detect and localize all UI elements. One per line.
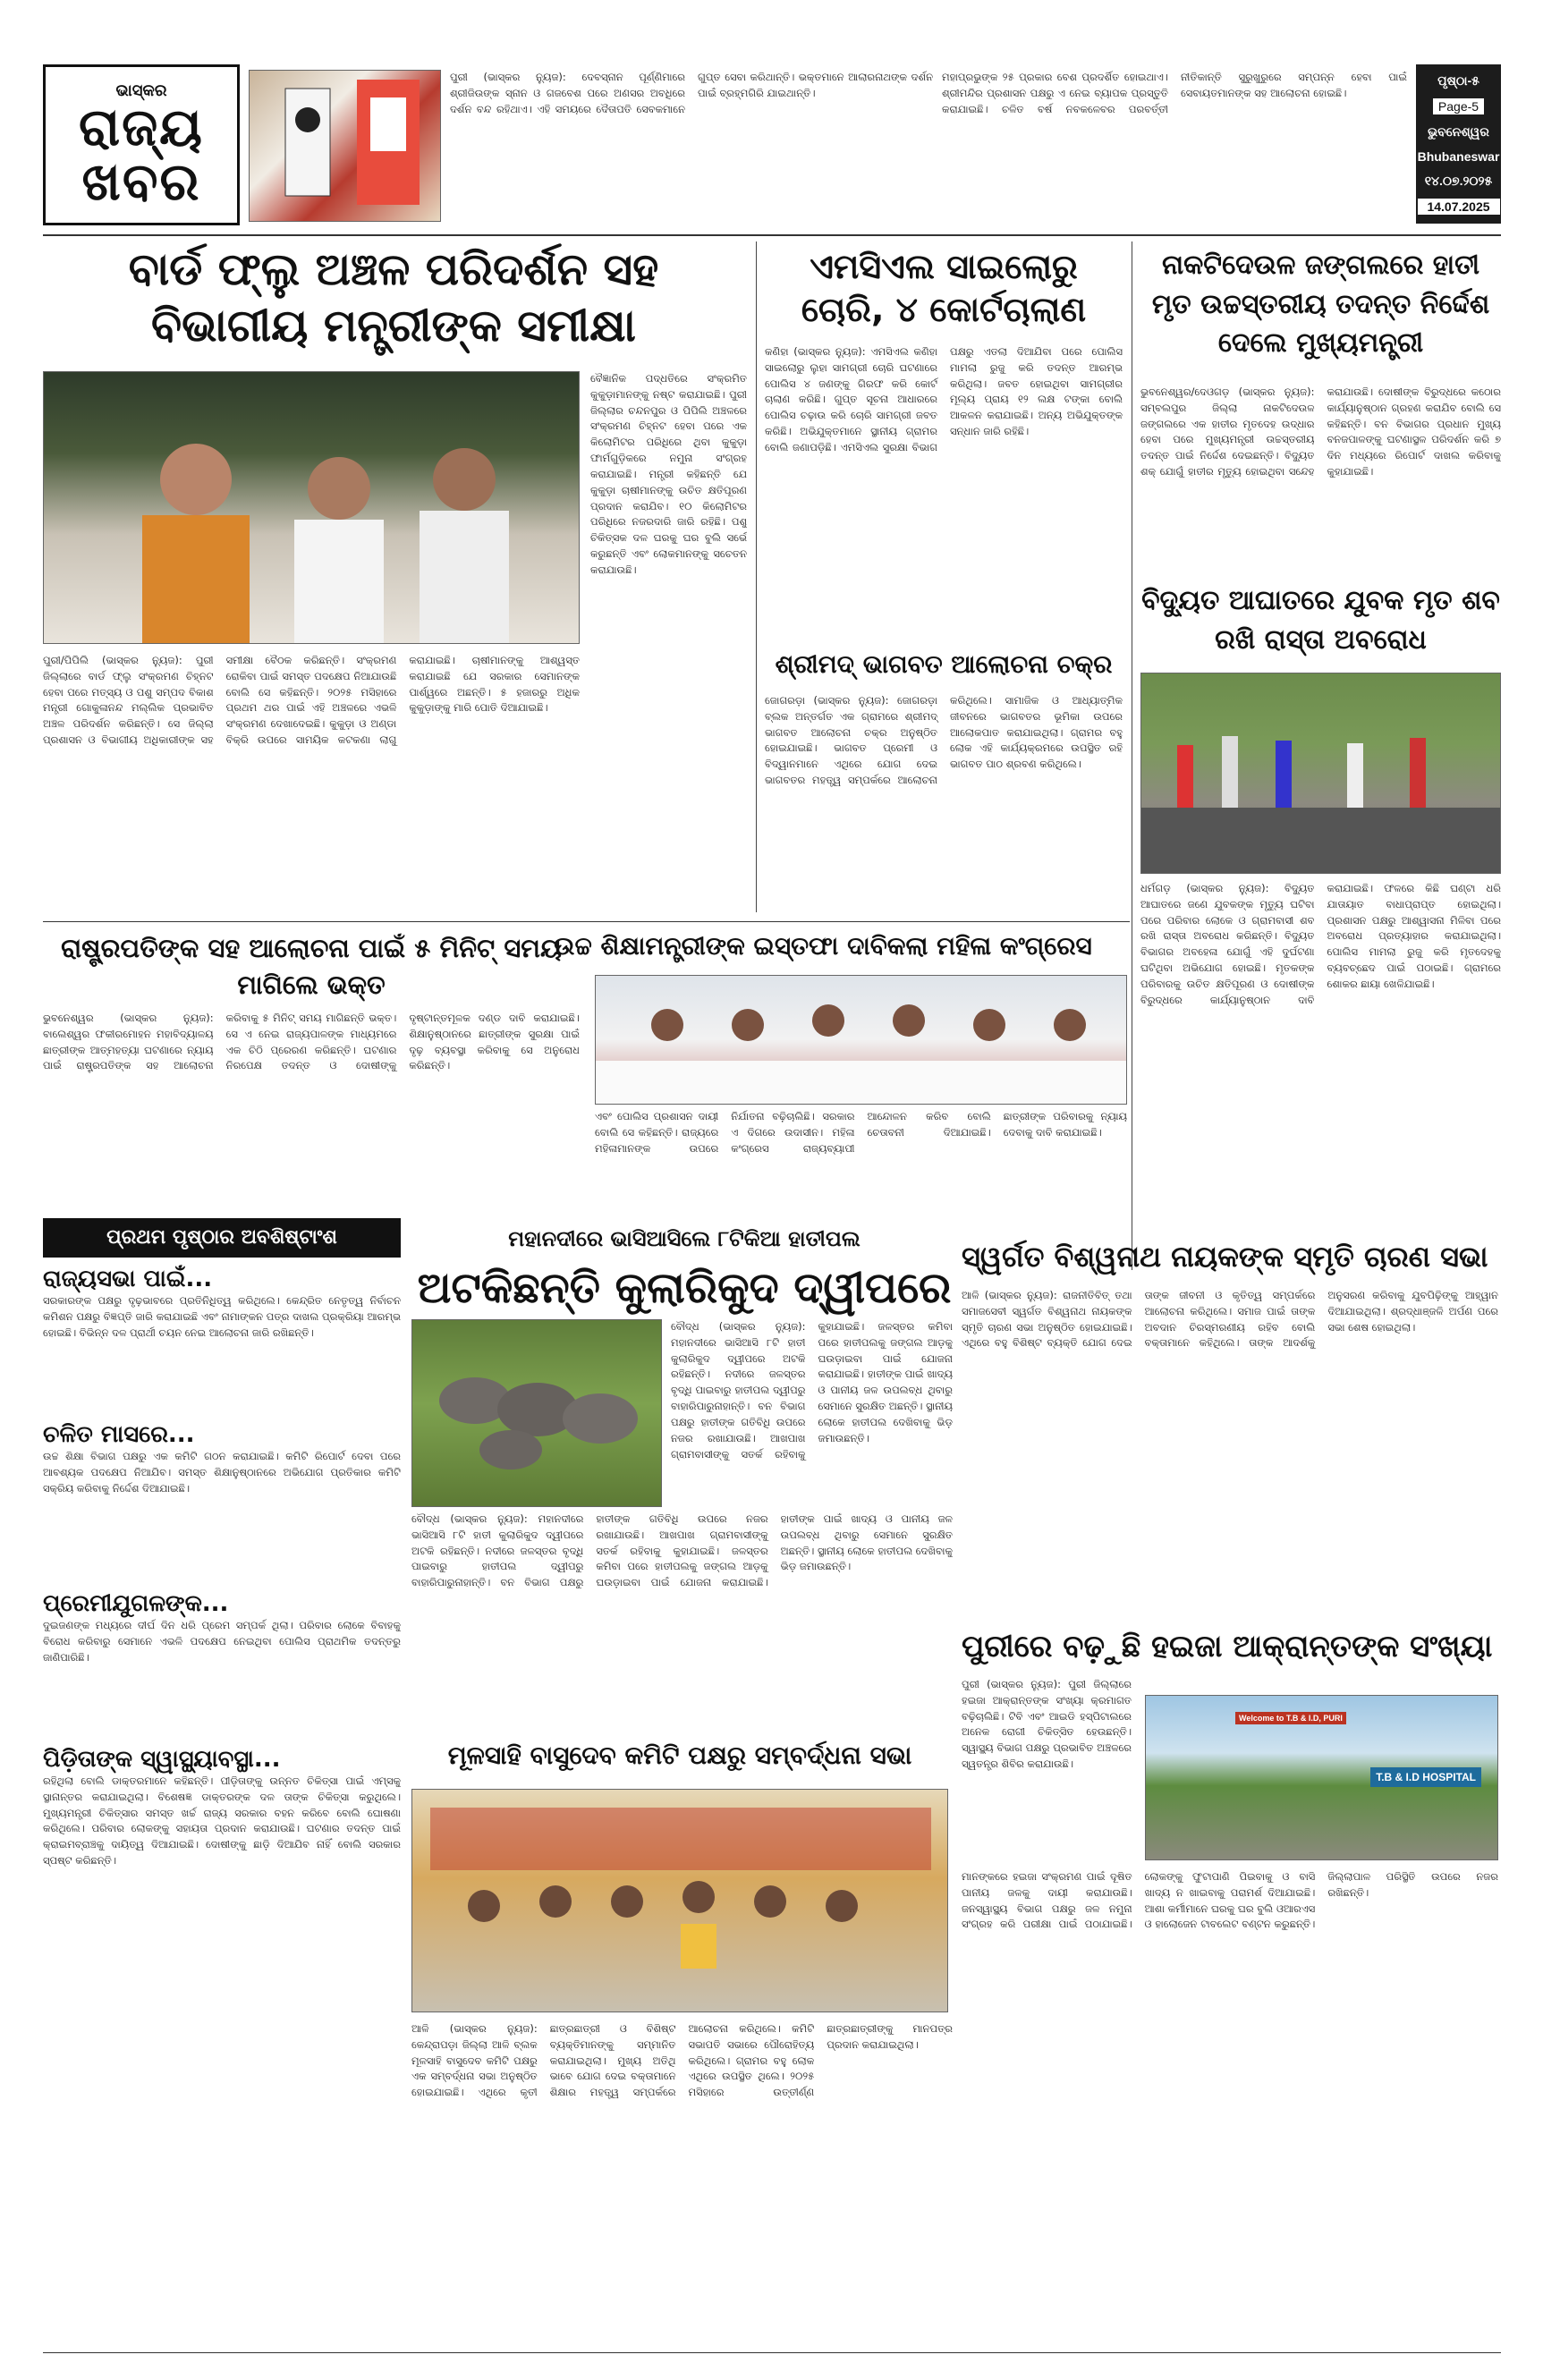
cholera-headline: ପୁରୀରେ ବଢ଼ୁଛି ହଇଜା ଆକ୍ରାନ୍ତଙ୍କ ସଂଖ୍ୟା [962,1629,1493,1664]
elephants-body: ବୌଦ୍ଧ (ଭାସ୍କର ନ୍ୟୁଜ): ମହାନଦୀରେ ଭାସିଆସି ୮ଟି ହାତୀ କୁଲାରିକୁଦ ଦ୍ୱୀପରେ ଅଟକି ରହିଛନ୍ତି। ନଦୀରେ ଜଳସ୍ତର ବୃଦ୍ଧି ପାଇବାରୁ ହାତୀପଲ ଦ୍ୱୀପରୁ ବାହାରିପାରୁନାହାନ୍ତି। ବନ ବିଭାଗ ପକ୍ଷରୁ ହାତୀଙ୍କ ଗତିବିଧି ଉପରେ ନଜର ରଖାଯାଉଛି। ଆଖପାଖ ଗ୍ରାମବାସୀଙ୍କୁ ସତର୍କ ରହିବାକୁ କୁହାଯାଇଛି। ଜଳସ୍ତର କମିବା ପରେ ହାତୀପଲକୁ ଜଙ୍ଗଲ ଆଡ଼କୁ ଘଉଡ଼ାଇବା ପାଇଁ ଯୋଜନା କରାଯାଇଛି। ହାତୀଙ୍କ ପାଇଁ ଖାଦ୍ୟ ଓ ପାନୀୟ ଜଳ ଉପଲବ୍ଧ ଥିବାରୁ ସେମାନେ ସୁରକ୍ଷିତ ଅଛନ୍ତି। ସ୍ଥାନୀୟ ଲୋକେ ହାତୀପଲ ଦେଖିବାକୁ ଭିଡ଼ ଜମାଉଛନ୍ତି। [411,1512,953,1589]
hospital-gate-sign: Welcome to T.B & I.D, PURI [1235,1712,1346,1724]
elephants-body-side: ବୌଦ୍ଧ (ଭାସ୍କର ନ୍ୟୁଜ): ମହାନଦୀରେ ଭାସିଆସି ୮ଟି ହାତୀ କୁଲାରିକୁଦ ଦ୍ୱୀପରେ ଅଟକି ରହିଛନ୍ତି। ନଦୀରେ ଜଳସ୍ତର ବୃଦ୍ଧି ପାଇବାରୁ ହାତୀପଲ ଦ୍ୱୀପରୁ ବାହାରିପାରୁନାହାନ୍ତି। ବନ ବିଭାଗ ପକ୍ଷରୁ ହାତୀଙ୍କ ଗତିବିଧି ଉପରେ ନଜର ରଖାଯାଉଛି। ଆଖପାଖ ଗ୍ରାମବାସୀଙ୍କୁ ସତର୍କ ରହିବାକୁ କୁହାଯାଇଛି। ଜଳସ୍ତର କମିବା ପରେ ହାତୀପଲକୁ ଜଙ୍ଗଲ ଆଡ଼କୁ ଘଉଡ଼ାଇବା ପାଇଁ ଯୋଜନା କରାଯାଇଛି। ହାତୀଙ୍କ ପାଇଁ ଖାଦ୍ୟ ଓ ପାନୀୟ ଜଳ ଉପଲବ୍ଧ ଥିବାରୁ ସେମାନେ ସୁରକ୍ଷିତ ଅଛନ୍ତି। ସ୍ଥାନୀୟ ଲୋକେ ହାତୀପଲ ଦେଖିବାକୁ ଭିଡ଼ ଜମାଉଛନ୍ତି। [671,1320,953,1461]
continued-section [43,1266,401,2339]
masthead-brand: ଭାସ୍କର [115,80,167,100]
city-label-en: Bhubaneswar [1417,149,1500,165]
top-strip-text-1: ପୁରୀ (ଭାସ୍କର ନ୍ୟୁଜ): ଦେବସ୍ନାନ ପୂର୍ଣ୍ଣିମାରେ ଶ୍ରୀଜିଉଙ୍କ ସ୍ନାନ ଓ ଗଜବେଶ ପରେ ଅଣସର ଅବଧିରେ ଦର୍ଶନ ବନ୍ଦ ରହିଥାଏ। ଏହି ସମୟରେ ଦୈତାପତି ସେବକମାନେ ଗୁପ୍ତ ସେବା କରିଥାନ୍ତି। ଭକ୍ତମାନେ ଆଲାରନାଥଙ୍କ ଦର୍ଶନ ପାଇଁ ବ୍ରହ୍ମଗିରି ଯାଇଥାନ୍ତି। [450,71,933,115]
bottom-rule [43,2352,1501,2353]
masthead-title-line2: ଖବର [81,150,201,212]
continued-section-bar: ପ୍ରଥମ ପୃଷ୍ଠାର ଅବଶିଷ୍ଟାଂଶ [43,1218,401,1258]
minister-group-image-icon [44,372,580,644]
cholera-hospital-photo [1145,1695,1498,1860]
youth-death-photo [1140,673,1501,874]
elephants-photo [411,1319,662,1507]
city-label: ଭୁବନେଶ୍ୱର [1428,123,1489,139]
date-label: ୧୪.୦୭.୨୦୨୫ [1424,174,1493,189]
bird-flu-body-bottom: ପୁରୀ/ପିପିଲି (ଭାସ୍କର ନ୍ୟୁଜ): ପୁରୀ ଜିଲ୍ଲାରେ ବାର୍ଡ ଫ୍ଲୁ ସଂକ୍ରମଣ ଚିହ୍ନଟ ହେବା ପରେ ମତ୍ସ୍ୟ ଓ ପଶୁ ସମ୍ପଦ ବିକାଶ ମନ୍ତ୍ରୀ ଗୋକୁଳାନନ୍ଦ ମଲ୍ଲିକ ପ୍ରଭାବିତ ଅଞ୍ଚଳ ପରିଦର୍ଶନ କରିଛନ୍ତି। ସେ ଜିଲ୍ଲା ପ୍ରଶାସନ ଓ ବିଭାଗୀୟ ଅଧିକାରୀଙ୍କ ସହ ସମୀକ୍ଷା ବୈଠକ କରିଛନ୍ତି। ସଂକ୍ରମଣ ରୋକିବା ପାଇଁ ସମସ୍ତ ପଦକ୍ଷେପ ନିଆଯାଉଛି ବୋଲି ସେ କହିଛନ୍ତି। ୨୦୨୫ ମସିହାରେ ପ୍ରଥମ ଥର ପାଇଁ ଏହି ଅଞ୍ଚଳରେ ଏଭଳି ସଂକ୍ରମଣ ଦେଖାଦେଇଛି। କୁକୁଡ଼ା ଓ ଅଣ୍ଡା ବିକ୍ରି ଉପରେ ସାମୟିକ କଟକଣା ଲାଗୁ କରାଯାଇଛି। ଚାଷୀମାନଙ୍କୁ ଆଶ୍ୱସ୍ତ କରାଯାଇଛି ଯେ ସରକାର ସେମାନଙ୍କ ପାର୍ଶ୍ୱରେ ଅଛନ୍ତି। ୫ ହଜାରରୁ ଅଧିକ କୁକୁଡ଼ାଙ୍କୁ ମାରି ପୋତି ଦିଆଯାଇଛି। [43,654,580,747]
elephants-kicker: ମହାନଦୀରେ ଭାସିଆସିଲେ ୮ଟିକିଆ ହାତୀପଲ [508,1226,861,1251]
hospital-sign: T.B & I.D HOSPITAL [1370,1767,1481,1787]
continued-body-3: ଦୁଇଜଣଙ୍କ ମଧ୍ୟରେ ଦୀର୍ଘ ଦିନ ଧରି ପ୍ରେମ ସମ୍ପର୍କ ଥିଲା। ପରିବାର ଲୋକେ ବିବାହକୁ ବିରୋଧ କରିବାରୁ ସେମାନେ ଏଭଳି ପଦକ୍ଷେପ ନେଇଥିବା ପୋଲିସ ପ୍ରାଥମିକ ତଦନ୍ତରୁ ଜାଣିପାରିଛି। [43,1619,401,1664]
memorial-headline: ସ୍ୱର୍ଗତ ବିଶ୍ୱନାଥ ନାୟକଙ୍କ ସ୍ମୃତି ଚାରଣ ସଭା [962,1240,1488,1274]
top-divider [43,234,1501,236]
continued-body-4: ରହିଥିଲା ବୋଲି ଡାକ୍ତରମାନେ କହିଛନ୍ତି। ପୀଡ଼ିତାଙ୍କୁ ଉନ୍ନତ ଚିକିତ୍ସା ପାଇଁ ଏମ୍ସକୁ ସ୍ଥାନାନ୍ତର କରାଯାଇଥିଲା। ବିଶେଷଜ୍ଞ ଡାକ୍ତରଙ୍କ ଦଳ ତାଙ୍କ ଚିକିତ୍ସା କରୁଥିଲେ। ମୁଖ୍ୟମନ୍ତ୍ରୀ ଚିକିତ୍ସାର ସମସ୍ତ ଖର୍ଚ୍ଚ ରାଜ୍ୟ ସରକାର ବହନ କରିବେ ବୋଲି ଘୋଷଣା କରିଥିଲେ। ପରିବାର ଲୋକଙ୍କୁ ସହାୟତା ପ୍ରଦାନ କରାଯାଉଛି। ଘଟଣାର ତଦନ୍ତ ପାଇଁ କ୍ରାଇମବ୍ରାଞ୍ଚକୁ ଦାୟିତ୍ୱ ଦିଆଯାଇଛି। ଦୋଷୀଙ୍କୁ ଛାଡ଼ି ଦିଆଯିବ ନାହିଁ ବୋଲି ସରକାର ସ୍ପଷ୍ଟ କରିଛନ୍ତି। [43,1774,401,1868]
mid-divider [43,921,1130,922]
vasudev-headline: ମୂଳସାହି ବାସୁଦେବ କମିଟି ପକ୍ଷରୁ ସମ୍ବର୍ଦ୍ଧନା ସଭା [447,1741,912,1770]
memorial-body: ଆଳି (ଭାସ୍କର ନ୍ୟୁଜ): ରାଜନୀତିବିତ୍ ତଥା ସମାଜସେବୀ ସ୍ୱର୍ଗତ ବିଶ୍ୱନାଥ ନାୟକଙ୍କ ସ୍ମୃତି ଚାରଣ ସଭା ଅନୁଷ୍ଠିତ ହୋଇଯାଇଛି। ଏଥିରେ ବହୁ ବିଶିଷ୍ଟ ବ୍ୟକ୍ତି ଯୋଗ ଦେଇ ତାଙ୍କ ଜୀବନୀ ଓ କୃତିତ୍ୱ ସମ୍ପର୍କରେ ଆଲୋଚନା କରିଥିଲେ। ସମାଜ ପାଇଁ ତାଙ୍କ ଅବଦାନ ଚିରସ୍ମରଣୀୟ ରହିବ ବୋଲି ବକ୍ତାମାନେ କହିଥିଲେ। ତାଙ୍କ ଆଦର୍ଶକୁ ଅନୁସରଣ କରିବାକୁ ଯୁବପିଢ଼ିଙ୍କୁ ଆହ୍ୱାନ ଦିଆଯାଇଥିଲା। ଶ୍ରଦ୍ଧାଞ୍ଜଳି ଅର୍ପଣ ପରେ ସଭା ଶେଷ ହୋଇଥିଲା। [962,1289,1498,1350]
mcl-headline: ଏମସିଏଲ ସାଇଲୋରୁ ଚୋରି, ୪ କୋର୍ଟଚାଲାଣ [801,247,1087,329]
page-label-en: Page-5 [1433,98,1484,114]
top-strip-photo [249,70,441,222]
elephant-herd-image-icon [412,1320,662,1507]
continued-body-2: ଉଚ୍ଚ ଶିକ୍ଷା ବିଭାଗ ପକ୍ଷରୁ ଏକ କମିଟି ଗଠନ କରାଯାଇଛି। କମିଟି ରିପୋର୍ଟ ଦେବା ପରେ ଆବଶ୍ୟକ ପଦକ୍ଷେପ ନିଆଯିବ। ସମସ୍ତ ଶିକ୍ଷାନୁଷ୍ଠାନରେ ଅଭିଯୋଗ ପ୍ରତିକାର କମିଟି ସକ୍ରିୟ କରିବାକୁ ନିର୍ଦ୍ଦେଶ ଦିଆଯାଇଛି। [43,1450,401,1495]
vasudev-photo [411,1789,948,2012]
congress-body-bottom: ଏବଂ ପୋଲିସ ପ୍ରଶାସନ ଦାୟୀ ବୋଲି ସେ କହିଛନ୍ତି। ରାଜ୍ୟରେ ମହିଳାମାନଙ୍କ ଉପରେ ନିର୍ଯାତନା ବଢ଼ିଚାଲିଛି। ସରକାର ଏ ଦିଗରେ ଉଦାସୀନ। ମହିଳା କଂଗ୍ରେସ ରାଜ୍ୟବ୍ୟାପୀ ଆନ୍ଦୋଳନ କରିବ ବୋଲି ଚେତାବନୀ ଦିଆଯାଇଛି। ଛାତ୍ରୀଙ୍କ ପରିବାରକୁ ନ୍ୟାୟ ଦେବାକୁ ଦାବି କରାଯାଇଛି। [595,1110,1127,1155]
mcl-body: କଣିହା (ଭାସ୍କର ନ୍ୟୁଜ): ଏମସିଏଲ କଣିହା ସାଇଲୋରୁ ଲୁହା ସାମଗ୍ରୀ ଚୋରି ଘଟଣାରେ ପୋଲିସ ୪ ଜଣଙ୍କୁ ଗିରଫ କରି କୋର୍ଟ ଚାଲାଣ କରିଛି। ଗୁପ୍ତ ସୂଚନା ଆଧାରରେ ପୋଲିସ ଚଢ଼ାଉ କରି ଚୋରି ସାମଗ୍ରୀ ଜବତ କରିଛି। ଅଭିଯୁକ୍ତମାନେ ସ୍ଥାନୀୟ ଗ୍ରାମର ବୋଲି ଜଣାପଡ଼ିଛି। ଏମସିଏଲ ସୁରକ୍ଷା ବିଭାଗ ପକ୍ଷରୁ ଏତଲା ଦିଆଯିବା ପରେ ପୋଲିସ ମାମଲା ରୁଜୁ କରି ତଦନ୍ତ ଆରମ୍ଭ କରିଥିଲା। ଜବତ ହୋଇଥିବା ସାମଗ୍ରୀର ମୂଲ୍ୟ ପ୍ରାୟ ୧୨ ଲକ୍ଷ ଟଙ୍କା ବୋଲି ଆକଳନ କରାଯାଇଛି। ଅନ୍ୟ ଅଭିଯୁକ୍ତଙ୍କ ସନ୍ଧାନ ଜାରି ରହିଛି। [765,345,1123,453]
vasudev-body: ଆଳି (ଭାସ୍କର ନ୍ୟୁଜ): କେନ୍ଦ୍ରାପଡ଼ା ଜିଲ୍ଲା ଆଳି ବ୍ଲକ ମୂଳସାହି ବାସୁଦେବ କମିଟି ପକ୍ଷରୁ ଏକ ସମ୍ବର୍ଦ୍ଧନା ସଭା ଅନୁଷ୍ଠିତ ହୋଇଯାଇଛି। ଏଥିରେ କୃତୀ ଛାତ୍ରଛାତ୍ରୀ ଓ ବିଶିଷ୍ଟ ବ୍ୟକ୍ତିମାନଙ୍କୁ ସମ୍ମାନିତ କରାଯାଇଥିଲା। ମୁଖ୍ୟ ଅତିଥି ଭାବେ ଯୋଗ ଦେଇ ବକ୍ତାମାନେ ଶିକ୍ଷାର ମହତ୍ତ୍ୱ ସମ୍ପର୍କରେ ଆଲୋଚନା କରିଥିଲେ। କମିଟି ସଭାପତି ସଭାରେ ପୌରୋହିତ୍ୟ କରିଥିଲେ। ଗ୍ରାମର ବହୁ ଲୋକ ଏଥିରେ ଉପସ୍ଥିତ ଥିଲେ। ୨୦୨୫ ମସିହାରେ ଉତ୍ତୀର୍ଣ୍ଣ ଛାତ୍ରଛାତ୍ରୀଙ୍କୁ ମାନପତ୍ର ପ୍ରଦାନ କରାଯାଇଥିଲା। [411,2022,953,2099]
press-meet-image-icon [596,976,1127,1105]
congress-photo [595,975,1127,1105]
bhagabata-headline: ଶ୍ରୀମଦ୍ ଭାଗବତ ଆଲୋଚନା ଚକ୍ର [775,649,1113,679]
governor-body: ଭୁବନେଶ୍ୱର (ଭାସ୍କର ନ୍ୟୁଜ): ବାଲେଶ୍ୱର ଫକୀରମୋହନ ମହାବିଦ୍ୟାଳୟ ଛାତ୍ରୀଙ୍କ ଆତ୍ମହତ୍ୟା ଘଟଣାରେ ନ୍ୟାୟ ପାଇଁ ରାଷ୍ଟ୍ରପତିଙ୍କ ସହ ଆଲୋଚନା କରିବାକୁ ୫ ମିନିଟ୍ ସମୟ ମାଗିଛନ୍ତି ଭକ୍ତ। ସେ ଏ ନେଇ ରାଜ୍ୟପାଳଙ୍କ ମାଧ୍ୟମରେ ଏକ ଚିଠି ପ୍ରେରଣ କରିଛନ୍ତି। ଘଟଣାର ନିରପେକ୍ଷ ତଦନ୍ତ ଓ ଦୋଷୀଙ୍କୁ ଦୃଷ୍ଟାନ୍ତମୂଳକ ଦଣ୍ଡ ଦାବି କରାଯାଇଛି। ଶିକ୍ଷାନୁଷ୍ଠାନରେ ଛାତ୍ରୀଙ୍କ ସୁରକ୍ଷା ପାଇଁ ଦୃଢ଼ ବ୍ୟବସ୍ଥା କରିବାକୁ ସେ ଅନୁରୋଧ କରିଛନ୍ତି। [43,1012,580,1072]
top-strip-text-2: ମହାପ୍ରଭୁଙ୍କ ୨୫ ପ୍ରକାର ବେଶ ପ୍ରଦର୍ଶିତ ହୋଇଥାଏ। ଶ୍ରୀମନ୍ଦିର ପ୍ରଶାସନ ପକ୍ଷରୁ ଏ ନେଇ ବ୍ୟାପକ ପ୍ରସ୍ତୁତି କରାଯାଇଛି। ଚଳିତ ବର୍ଷ ନବକଳେବର ପରବର୍ତ୍ତୀ ନୀତିକାନ୍ତି ସୁରୁଖୁରୁରେ ସମ୍ପନ୍ନ ହେବା ପାଇଁ ସେବାୟତମାନଙ୍କ ସହ ଆଲୋଚନା ହୋଇଛି। [942,71,1407,115]
cholera-body-bottom: ମାନଙ୍କରେ ହଇଜା ସଂକ୍ରମଣ ପାଇଁ ଦୂଷିତ ପାନୀୟ ଜଳକୁ ଦାୟୀ କରାଯାଉଛି। ଜନସ୍ୱାସ୍ଥ୍ୟ ବିଭାଗ ପକ୍ଷରୁ ଜଳ ନମୁନା ସଂଗ୍ରହ କରି ପରୀକ୍ଷା ପାଇଁ ପଠାଯାଇଛି। ଲୋକଙ୍କୁ ଫୁଟାପାଣି ପିଇବାକୁ ଓ ବାସି ଖାଦ୍ୟ ନ ଖାଇବାକୁ ପରାମର୍ଶ ଦିଆଯାଇଛି। ଆଶା କର୍ମୀମାନେ ଘରକୁ ଘର ବୁଲି ଓଆରଏସ ଓ ହାଲୋଜେନ ଟାବଲେଟ ବଣ୍ଟନ କରୁଛନ୍ତି। ଜିଲ୍ଲାପାଳ ପରିସ୍ଥିତି ଉପରେ ନଜର ରଖିଛନ୍ତି। [962,1870,1498,1931]
bhagabata-body: ଜୋଗରଡ଼ା (ଭାସ୍କର ନ୍ୟୁଜ): ଜୋଗରଡ଼ା ବ୍ଲକ ଅନ୍ତର୍ଗତ ଏକ ଗ୍ରାମରେ ଶ୍ରୀମଦ୍ ଭାଗବତ ଆଲୋଚନା ଚକ୍ର ଅନୁଷ୍ଠିତ ହୋଇଯାଇଛି। ଭାଗବତ ପ୍ରେମୀ ଓ ବିଦ୍ୱାନମାନେ ଏଥିରେ ଯୋଗ ଦେଇ ଭାଗବତର ମହତ୍ତ୍ୱ ସମ୍ପର୍କରେ ଆଲୋଚନା କରିଥିଲେ। ସାମାଜିକ ଓ ଆଧ୍ୟାତ୍ମିକ ଜୀବନରେ ଭାଗବତର ଭୂମିକା ଉପରେ ଆଲୋକପାତ କରାଯାଇଥିଲା। ଗ୍ରାମର ବହୁ ଲୋକ ଏହି କାର୍ଯ୍ୟକ୍ରମରେ ଉପସ୍ଥିତ ରହି ଭାଗବତ ପାଠ ଶ୍ରବଣ କରିଥିଲେ। [765,694,1123,787]
cholera-body-top: ପୁରୀ (ଭାସ୍କର ନ୍ୟୁଜ): ପୁରୀ ଜିଲ୍ଲାରେ ହଇଜା ଆକ୍ରାନ୍ତଙ୍କ ସଂଖ୍ୟା କ୍ରମାଗତ ବଢ଼ିଚାଲିଛି। ଟିବି ଏବଂ ଆଇଡି ହସ୍ପିଟାଲରେ ଅନେକ ରୋଗୀ ଚିକିତ୍ସିତ ହେଉଛନ୍ତି। ସ୍ୱାସ୍ଥ୍ୟ ବିଭାଗ ପକ୍ଷରୁ ପ୍ରଭାବିତ ଅଞ୍ଚଳରେ ସ୍ୱତନ୍ତ୍ର ଶିବିର କରାଯାଉଛି। [962,1678,1132,1771]
elephant-death-headline: ନାକଟିଦେଉଳ ଜଙ୍ଗଲରେ ହାତୀ ମୃତ ଉଚ୍ଚସ୍ତରୀୟ ତଦନ୍ତ ନିର୍ଦ୍ଦେଶ ଦେଲେ ମୁଖ୍ୟମନ୍ତ୍ରୀ [1151,250,1490,359]
continued-body-1: ସରକାରଙ୍କ ପକ୍ଷରୁ ଦୃଢ଼ଭାବରେ ପ୍ରତିନିଧିତ୍ୱ କରିଥିଲେ। କେନ୍ଦ୍ରିତ ନେତୃତ୍ୱ ନିର୍ବାଚନ କମିଶନ ପକ୍ଷରୁ ବିଜ୍ଞପ୍ତି ଜାରି କରାଯାଇଛି ଏବଂ ନାମାଙ୍କନ ପତ୍ର ଦାଖଲ ପ୍ରକ୍ରିୟା ଆରମ୍ଭ ହୋଇଛି। ବିଭିନ୍ନ ଦଳ ପ୍ରାର୍ଥୀ ଚୟନ ନେଇ ଆଲୋଚନା ଜାରି ରଖିଛନ୍ତି। [43,1294,401,1339]
masthead-title-line1: ରାଜ୍ୟ [78,96,205,157]
youth-death-headline: ବିଦ୍ୟୁତ ଆଘାତରେ ଯୁବକ ମୃତ ଶବ ରଖି ରାସ୍ତା ଅବରୋଧ [1141,585,1500,656]
bird-flu-photo [43,371,580,644]
masthead [43,64,240,225]
governor-headline: ରାଷ୍ଟ୍ରପତିଙ୍କ ସହ ଆଲୋଚନା ପାଇଁ ୫ ମିନିଟ୍ ସମୟ ମାଗିଲେ ଭକ୍ତ [61,933,562,1000]
felicitation-group-image-icon [412,1790,948,2012]
page-info-box [1416,64,1501,224]
bird-flu-headline: ବାର୍ଡ ଫ୍ଲୁ ଅଞ୍ଚଳ ପରିଦର୍ଶନ ସହ ବିଭାଗୀୟ ମନ୍ତ୍ରୀଙ୍କ ସମୀକ୍ଷା [128,243,659,351]
continued-title-3: ପ୍ରେମୀଯୁଗଳଙ୍କ... [43,1590,229,1617]
elephant-death-body: ଭୁବନେଶ୍ୱର/ଦେଓଗଡ଼ (ଭାସ୍କର ନ୍ୟୁଜ): ସମ୍ବଲପୁର ଜିଲ୍ଲା ନାକଟିଦେଉଳ ଜଙ୍ଗଲରେ ଏକ ହାତୀର ମୃତଦେହ ଉଦ୍ଧାର ହେବା ପରେ ମୁଖ୍ୟମନ୍ତ୍ରୀ ଉଚ୍ଚସ୍ତରୀୟ ତଦନ୍ତ ପାଇଁ ନିର୍ଦ୍ଦେଶ ଦେଇଛନ୍ତି। ବିଦ୍ୟୁତ ଶକ୍ ଯୋଗୁଁ ହାତୀର ମୃତ୍ୟୁ ହୋଇଥିବା ସନ୍ଦେହ କରାଯାଉଛି। ଦୋଷୀଙ୍କ ବିରୁଦ୍ଧରେ କଠୋର କାର୍ଯ୍ୟାନୁଷ୍ଠାନ ଗ୍ରହଣ କରାଯିବ ବୋଲି ସେ କହିଛନ୍ତି। ବନ ବିଭାଗର ପ୍ରଧାନ ମୁଖ୍ୟ ବନଜପାଳଙ୍କୁ ଘଟଣାସ୍ଥଳ ପରିଦର୍ଶନ କରି ୭ ଦିନ ମଧ୍ୟରେ ରିପୋର୍ଟ ଦାଖଲ କରିବାକୁ କୁହାଯାଇଛି। [1140,385,1501,479]
column-divider-1 [756,241,757,912]
date-label-en: 14.07.2025 [1418,199,1500,215]
bird-flu-body-right: ବୈଜ୍ଞାନିକ ପଦ୍ଧତିରେ ସଂକ୍ରମିତ କୁକୁଡ଼ାମାନଙ୍କୁ ନଷ୍ଟ କରାଯାଇଛି। ପୁରୀ ଜିଲ୍ଲାର ଚନ୍ଦନପୁର ଓ ପିପିଲି ଅଞ୍ଚଳରେ ସଂକ୍ରମଣ ଚିହ୍ନଟ ହେବା ପରେ ଏକ କିଲୋମିଟର ପରିଧିରେ ଥିବା କୁକୁଡ଼ା ଫାର୍ମଗୁଡ଼ିକରେ ନମୁନା ସଂଗ୍ରହ କରାଯାଇଛି। ମନ୍ତ୍ରୀ କହିଛନ୍ତି ଯେ କୁକୁଡ଼ା ଚାଷୀମାନଙ୍କୁ ଉଚିତ କ୍ଷତିପୂରଣ ପ୍ରଦାନ କରାଯିବ। ୧୦ କିଲୋମିଟର ପରିଧିରେ ନଜରଦାରି ଜାରି ରହିଛି। ପଶୁ ଚିକିତ୍ସକ ଦଳ ଘରକୁ ଘର ବୁଲି ସର୍ଭେ କରୁଛନ୍ତି ଏବଂ ଲୋକମାନଙ୍କୁ ସଚେତନ କରାଯାଉଛି। [590,372,747,576]
congress-headline: ଉଚ୍ଚ ଶିକ୍ଷାମନ୍ତ୍ରୀଙ୍କ ଇସ୍ତଫା ଦାବିକଲା ମହିଳା କଂଗ୍ରେସ [554,931,1092,961]
road-blockade-image-icon [1141,673,1501,874]
deity-image-icon [250,71,441,222]
continued-title-1: ରାଜ୍ୟସଭା ପାଇଁ... [43,1266,213,1292]
continued-title-4: ପିଡ଼ିତାଙ୍କ ସ୍ୱାସ୍ଥ୍ୟାବସ୍ଥା... [43,1746,281,1773]
elephants-headline: ଅଟକିଛନ୍ତି କୁଲାରିକୁଦ ଦ୍ୱୀପରେ [417,1263,952,1313]
page-label: ପୃଷ୍ଠା-୫ [1437,72,1479,88]
continued-title-2: ଚଳିତ ମାସରେ... [43,1421,195,1448]
youth-death-body: ଧର୍ମଗଡ଼ (ଭାସ୍କର ନ୍ୟୁଜ): ବିଦ୍ୟୁତ ଆଘାତରେ ଜଣେ ଯୁବକଙ୍କ ମୃତ୍ୟୁ ଘଟିବା ପରେ ପରିବାର ଲୋକେ ଓ ଗ୍ରାମବାସୀ ଶବ ରଖି ରାସ୍ତା ଅବରୋଧ କରିଛନ୍ତି। ବିଦ୍ୟୁତ ବିଭାଗର ଅବହେଳା ଯୋଗୁଁ ଏହି ଦୁର୍ଘଟଣା ଘଟିଥିବା ଅଭିଯୋଗ ହୋଇଛି। ମୃତକଙ୍କ ପରିବାରକୁ ଉଚିତ କ୍ଷତିପୂରଣ ଓ ଦୋଷୀଙ୍କ ବିରୁଦ୍ଧରେ କାର୍ଯ୍ୟାନୁଷ୍ଠାନ ଦାବି କରାଯାଇଛି। ଫଳରେ କିଛି ଘଣ୍ଟା ଧରି ଯାତାୟାତ ବାଧାପ୍ରାପ୍ତ ହୋଇଥିଲା। ପ୍ରଶାସନ ପକ୍ଷରୁ ଆଶ୍ୱାସନା ମିଳିବା ପରେ ଅବରୋଧ ପ୍ରତ୍ୟାହାର କରାଯାଇଥିଲା। ପୋଲିସ ମାମଲା ରୁଜୁ କରି ମୃତଦେହକୁ ବ୍ୟବଚ୍ଛେଦ ପାଇଁ ପଠାଇଛି। ଗ୍ରାମରେ ଶୋକର ଛାୟା ଖେଳିଯାଇଛି। [1140,882,1501,1006]
